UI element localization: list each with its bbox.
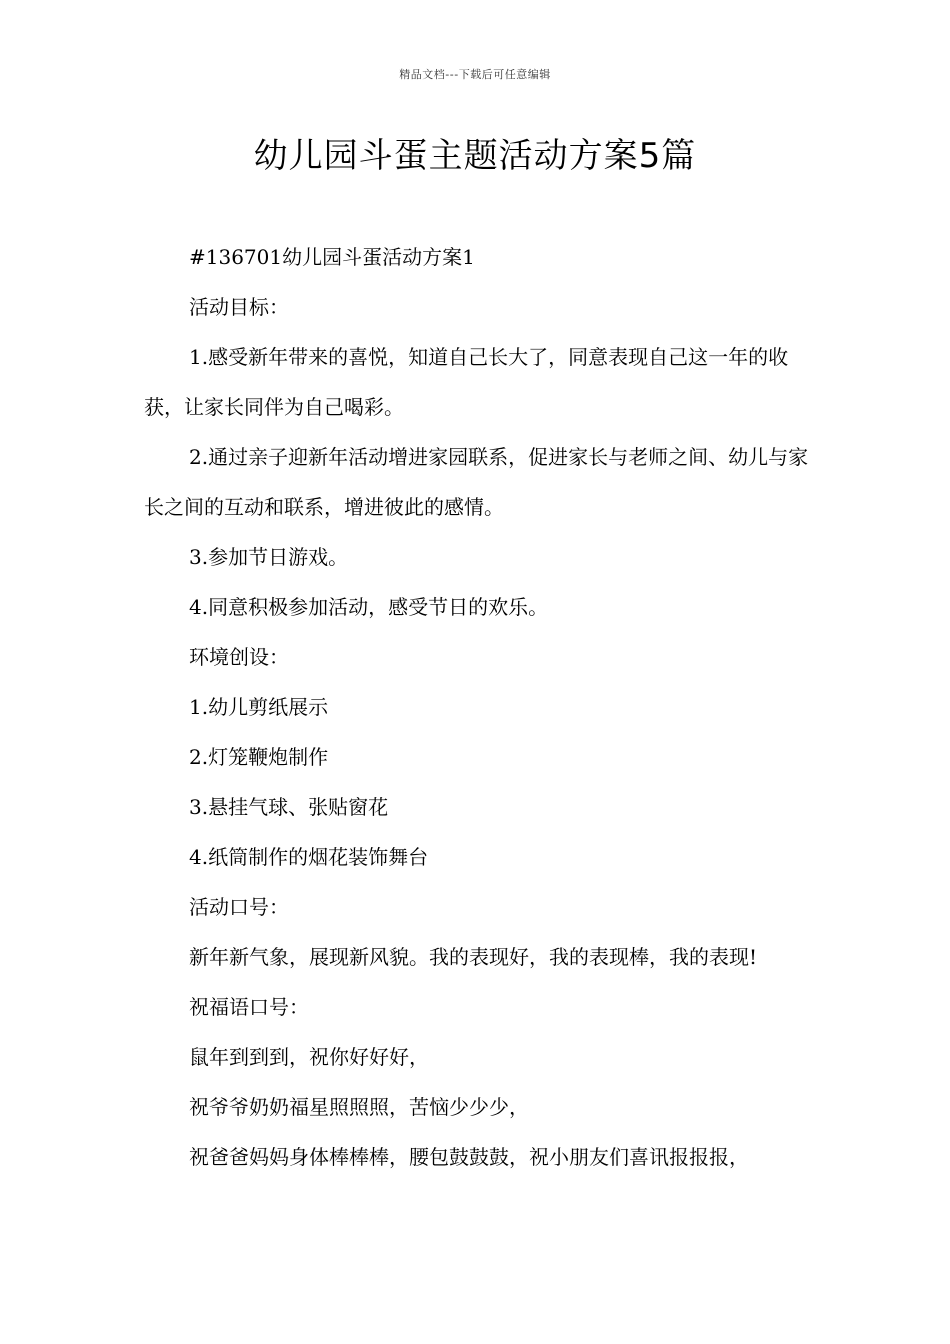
paragraph-plan-heading: #136701幼儿园斗蛋活动方案1 (189, 245, 475, 269)
paragraph-blessing-3: 祝爸爸妈妈身体棒棒棒，腰包鼓鼓鼓，祝小朋友们喜讯报报报， (189, 1145, 749, 1169)
paragraph-environment-3: 3.悬挂气球、张贴窗花 (189, 795, 389, 819)
paragraph-blessing-1: 鼠年到到到，祝你好好好， (189, 1045, 429, 1069)
document-body (144, 232, 824, 1182)
paragraph-environment-2: 2.灯笼鞭炮制作 (189, 745, 329, 769)
paragraph-goal-3: 3.参加节日游戏。 (189, 545, 349, 569)
paragraph-goal-1: 1.感受新年带来的喜悦，知道自己长大了，同意表现自己这一年的收获，让家长同伴为自己喝彩。 (144, 345, 789, 419)
paragraph-environment-heading: 环境创设： (189, 645, 289, 669)
header-note: 精品文档---下载后可任意编辑 (399, 68, 551, 81)
paragraph-goal-4: 4.同意积极参加活动，感受节日的欢乐。 (189, 595, 549, 619)
paragraph-slogan-heading: 活动口号： (189, 895, 289, 919)
paragraph-environment-4: 4.纸筒制作的烟花装饰舞台 (189, 845, 429, 869)
paragraph-blessing-2: 祝爷爷奶奶福星照照照，苦恼少少少， (189, 1095, 529, 1119)
document-title: 幼儿园斗蛋主题活动方案5篇 (253, 136, 697, 176)
paragraph-blessing-heading: 祝福语口号： (189, 995, 309, 1019)
paragraph-slogan-text: 新年新气象，展现新风貌。我的表现好，我的表现棒，我的表现! (189, 945, 758, 969)
paragraph-goals-heading: 活动目标： (189, 295, 289, 319)
paragraph-goal-2: 2.通过亲子迎新年活动增进家园联系，促进家长与老师之间、幼儿与家长之间的互动和联系，增进彼此的感情。 (144, 445, 809, 519)
paragraph-environment-1: 1.幼儿剪纸展示 (189, 695, 329, 719)
